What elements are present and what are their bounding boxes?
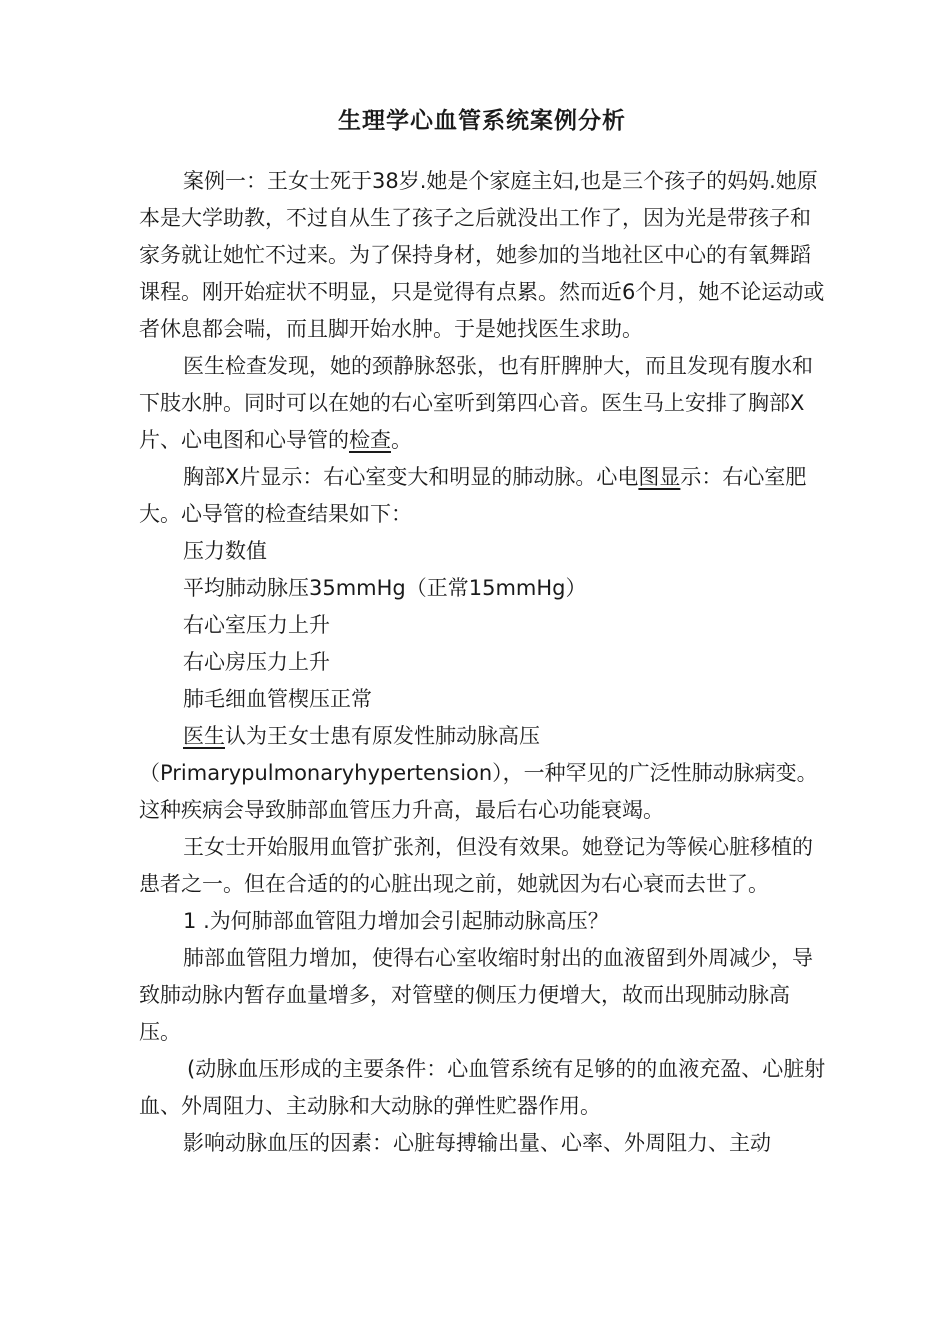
xray-text: 胸部X片显示：右心室变大和明显的肺动脉。心电: [183, 465, 639, 489]
note-paragraph: (动脉血压形成的主要条件：心血管系统有足够的的血液充盈、心脏射血、外周阻力、主动脉和大动脉的弹性贮器作用。: [139, 1057, 826, 1118]
xray-paragraph: [139, 459, 829, 533]
case-intro-paragraph: 案例一：王女士死于38岁.她是个家庭主妇,也是三个孩子的妈妈.她原本是大学助教，不过自从生了孩子之后就没出工作了，因为光是带孩子和家务就让她忙不过来。为了保持身材，她参加的当地社区中心的有氧舞蹈课程。刚开始症状不明显，只是觉得有点累。然而近6个月，她不论运动或者休息都会喘，而且脚开始水肿。于是她找医生求助。: [139, 169, 825, 341]
page-title: 生理学心血管系统案例分析: [338, 108, 626, 134]
question-text: .为何肺部血管阻力增加会引起肺动脉高压？: [203, 909, 609, 933]
factors-paragraph: 影响动脉血压的因素：心脏每搏输出量、心率、外周阻力、主动: [183, 1131, 771, 1155]
ecg-link[interactable]: 图显: [638, 465, 681, 489]
outcome-paragraph: 王女士开始服用血管扩张剂，但没有效果。她登记为等候心脏移植的患者之一。但在合适的的心脏出现之前，她就因为右心衰而去世了。: [139, 835, 813, 896]
question-1: [139, 903, 829, 940]
result-line: 右心房压力上升: [183, 650, 330, 674]
exam-link[interactable]: 检查: [349, 428, 391, 452]
xray-text-end: 示：右心室肥大。心导管的检查结果如下：: [139, 465, 807, 526]
result-line: 肺毛细血管楔压正常: [183, 687, 372, 711]
result-line: 平均肺动脉压35mmHg（正常15mmHg）: [183, 576, 587, 600]
question-number: 1: [183, 909, 197, 933]
exam-text: 医生检查发现，她的颈静脉怒张，也有肝脾肿大，而且发现有腹水和下肢水肿。同时可以在她的右心室听到第四心音。医生马上安排了胸部X片、心电图和心导管的: [139, 354, 813, 452]
diagnosis-paragraph: [139, 718, 829, 829]
document-body: [139, 163, 829, 1162]
exam-paragraph: [139, 348, 829, 459]
diagnosis-text: 认为王女士患有原发性肺动脉高压（Primarypulmonaryhypertension），一种罕见的广泛性肺动脉病变。这种疾病会导致肺部血管压力升高，最后右心功能衰竭。: [139, 724, 818, 822]
doctor-link[interactable]: 医生: [183, 724, 225, 748]
answer-paragraph: 肺部血管阻力增加，使得右心室收缩时射出的血液留到外周减少，导致肺动脉内暂存血量增多，对管壁的侧压力便增大，故而出现肺动脉高压。: [139, 946, 813, 1044]
exam-text-end: 。: [391, 428, 412, 452]
result-line: 压力数值: [183, 539, 267, 563]
result-line: 右心室压力上升: [183, 613, 330, 637]
